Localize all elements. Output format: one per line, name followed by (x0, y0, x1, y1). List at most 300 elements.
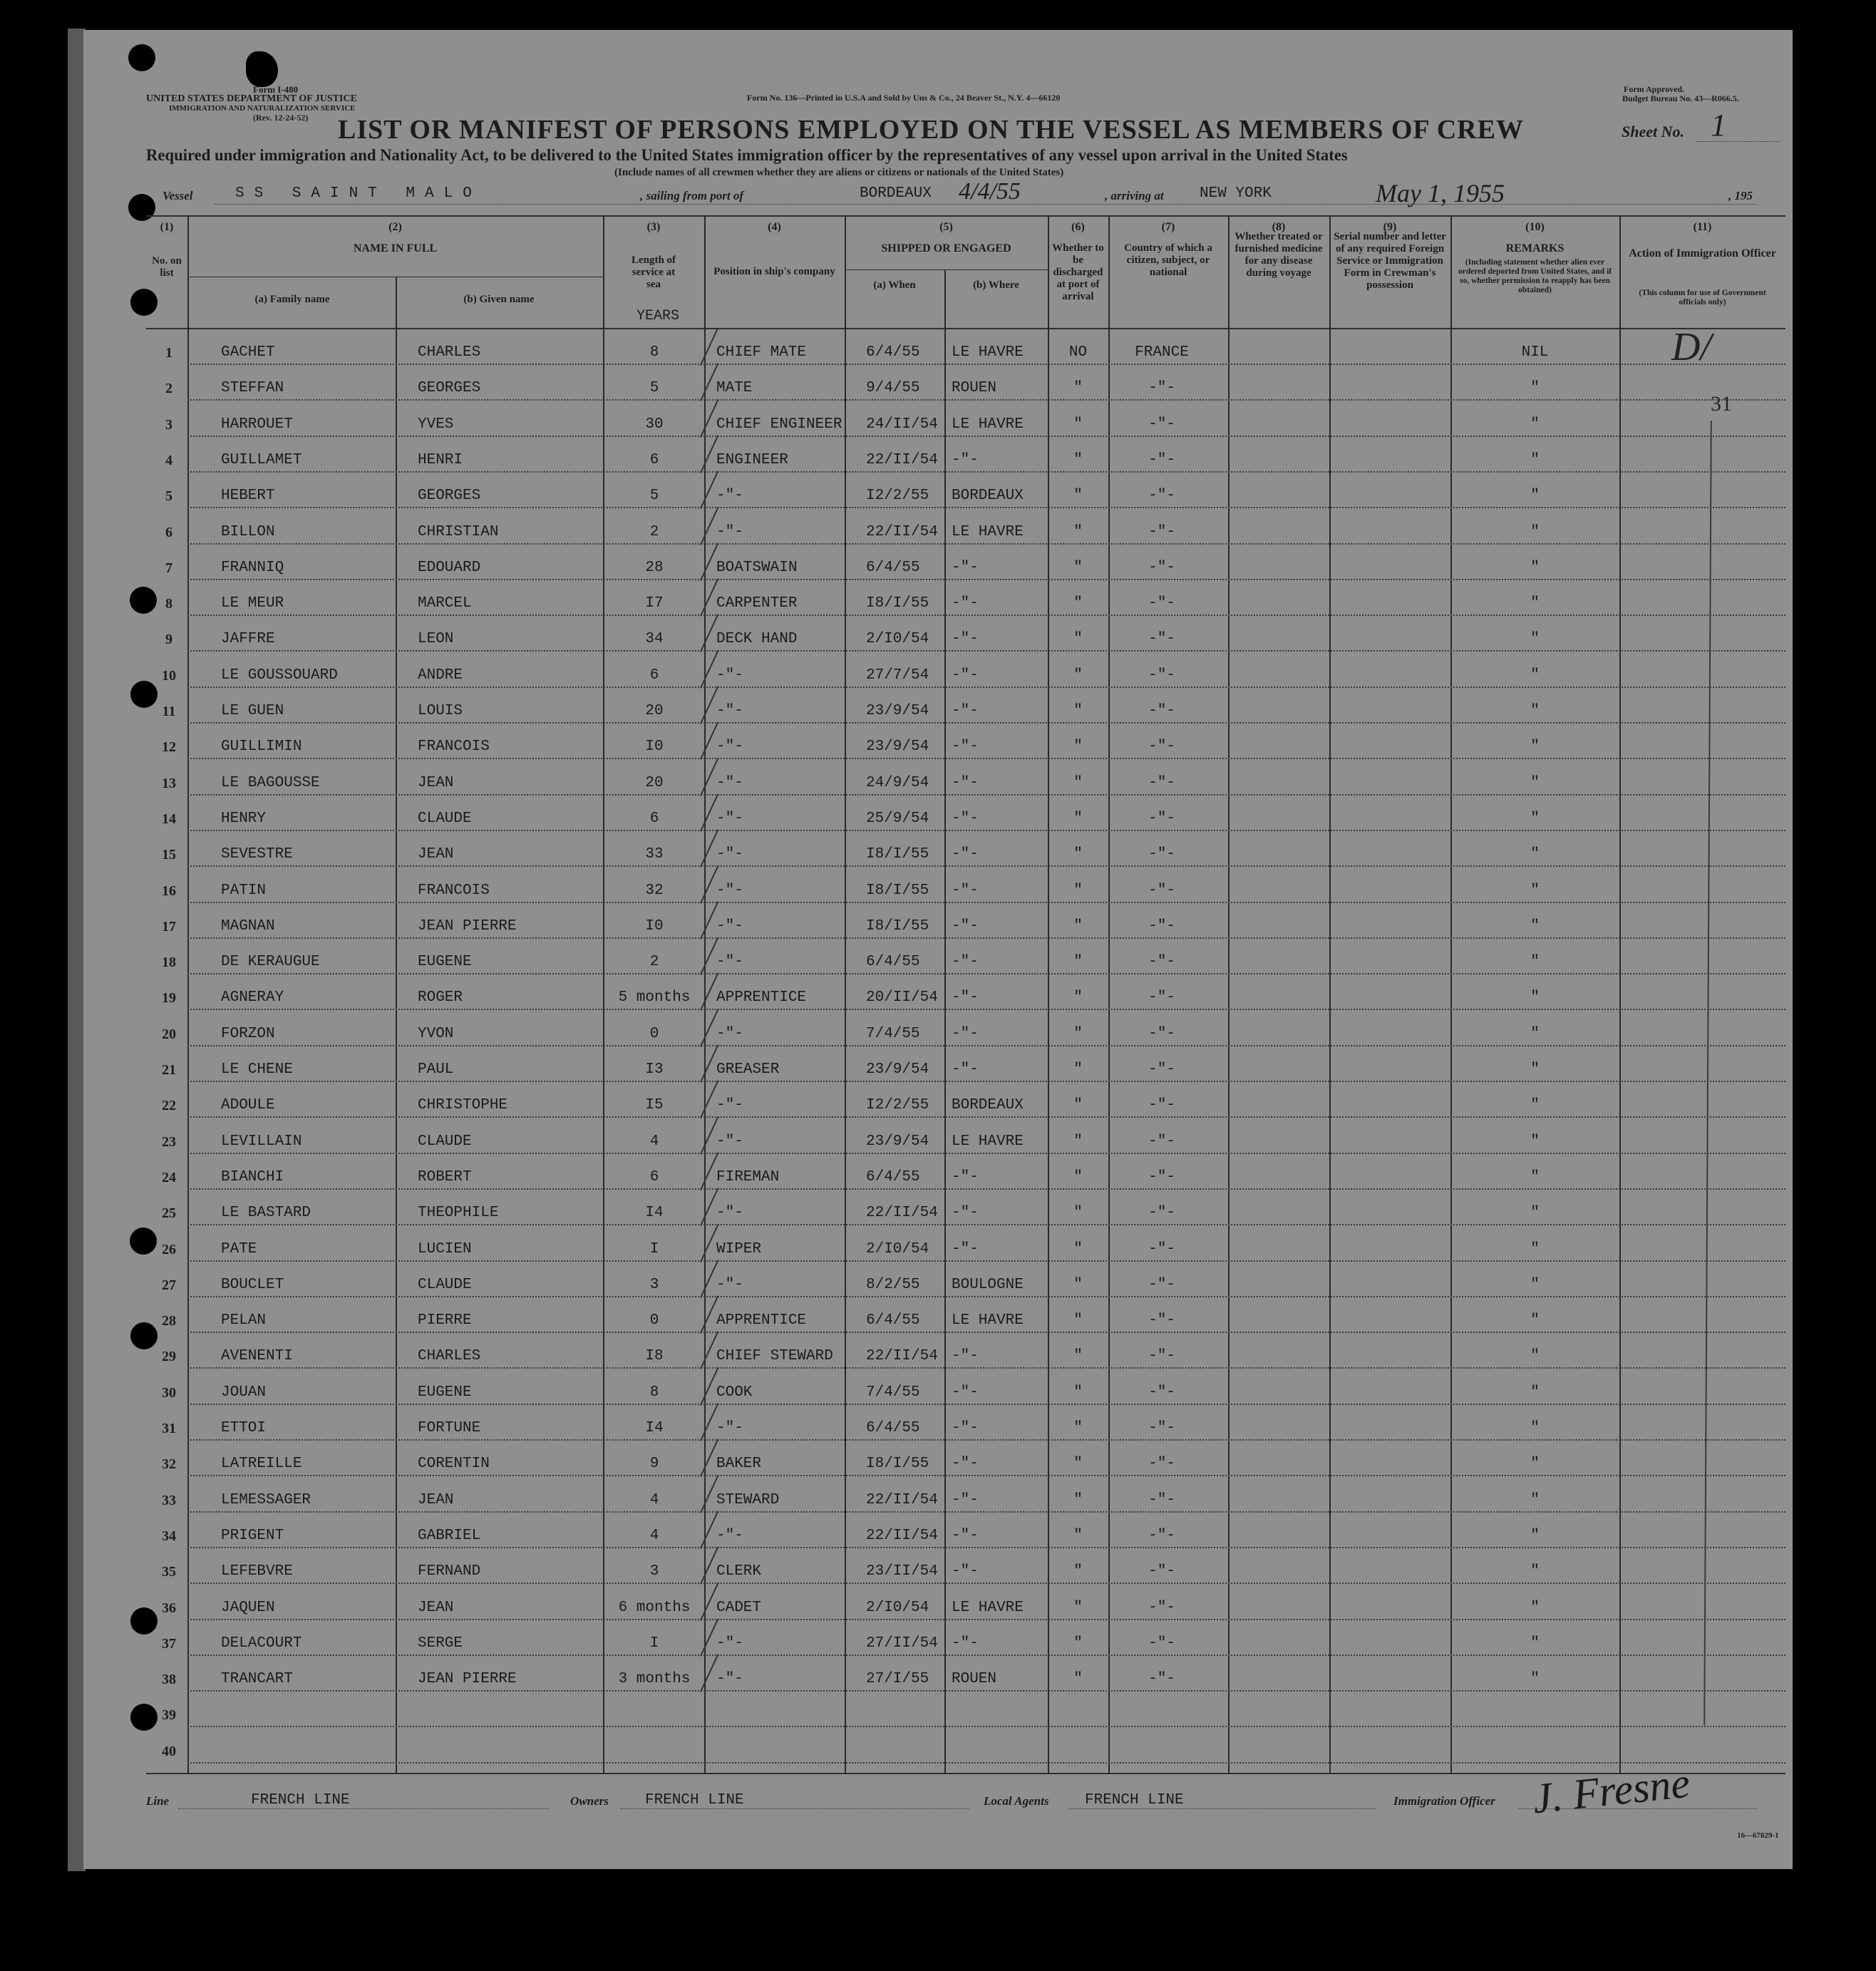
position: -"- (716, 954, 743, 971)
row-number: 21 (162, 1062, 176, 1078)
country: -"- (1148, 882, 1175, 899)
shipped-when: I8/I/55 (866, 882, 929, 899)
row-rule (187, 507, 1785, 508)
remarks: " (1530, 1133, 1540, 1150)
shipped-when: 20/II/54 (866, 989, 938, 1007)
col10-label: REMARKS (1505, 242, 1565, 254)
row-rule (187, 1619, 1785, 1620)
service-years: 4 (649, 1491, 659, 1508)
service-years: 2 (649, 954, 659, 971)
discharged: " (1073, 1061, 1083, 1078)
row-number: 8 (165, 596, 172, 612)
row-rule (187, 1762, 1785, 1764)
shipped-where: -"- (952, 1240, 979, 1257)
col1-number: (1) (160, 221, 174, 233)
shipped-where: -"- (952, 1025, 979, 1042)
family-name: TRANCART (221, 1671, 293, 1688)
discharged: " (1073, 1635, 1083, 1652)
family-name: MAGNAN (221, 917, 275, 935)
country: FRANCE (1135, 344, 1189, 361)
remarks: NIL (1521, 344, 1549, 361)
position: -"- (716, 667, 743, 684)
country: -"- (1148, 703, 1175, 719)
service-years: 3 (649, 1276, 659, 1293)
family-name: LE BAGOUSSE (221, 774, 320, 791)
given-name: PIERRE (418, 1312, 472, 1329)
family-name: HARROUET (221, 416, 293, 433)
position: APPRENTICE (716, 1312, 807, 1329)
family-name: LE GOUSSOUARD (221, 667, 338, 684)
position: STEWARD (716, 1491, 780, 1508)
row-rule (187, 1260, 1785, 1262)
family-name: FORZON (221, 1025, 275, 1042)
discharged: " (1073, 1563, 1083, 1580)
row-rule (187, 1332, 1785, 1333)
row-rule (187, 1654, 1785, 1656)
shipped-where: -"- (952, 1635, 979, 1652)
shipped-where: LE HAVRE (952, 1599, 1024, 1616)
officer-signature: J. Fresne (1530, 1759, 1692, 1823)
service-years: 30 (645, 416, 664, 433)
sheet-label: Sheet No. (1622, 123, 1684, 140)
shipped-when: 23/9/54 (866, 703, 929, 719)
discharged: " (1073, 1456, 1083, 1473)
col7-number: (7) (1161, 221, 1175, 233)
shipped-where: ROUEN (952, 380, 997, 397)
given-name: ANDRE (418, 667, 463, 684)
country: -"- (1148, 846, 1175, 863)
col-divider (603, 215, 604, 1774)
country: -"- (1148, 451, 1175, 468)
row-number: 11 (162, 704, 176, 719)
shipped-when: 24/9/54 (866, 774, 929, 791)
print-code: 16—67829-1 (1737, 1831, 1779, 1840)
row-number: 30 (162, 1384, 176, 1401)
remarks: " (1530, 1168, 1540, 1185)
country: -"- (1148, 1276, 1175, 1293)
service-years: 0 (649, 1025, 659, 1042)
given-name: GEORGES (418, 488, 481, 505)
given-name: YVON (418, 1025, 454, 1042)
shipped-where: -"- (952, 631, 979, 648)
shipped-where: LE HAVRE (952, 1133, 1024, 1150)
given-name: MARCEL (418, 595, 472, 612)
shipped-where: -"- (952, 739, 979, 756)
shipped-where: LE HAVRE (952, 1312, 1024, 1329)
service-years: I4 (645, 1420, 664, 1436)
shipped-when: 22/II/54 (866, 523, 938, 540)
position: -"- (716, 917, 743, 935)
punch-hole (130, 587, 157, 614)
country: -"- (1148, 631, 1175, 648)
subtitle: Required under immigration and Nationality Act, to be delivered to the United States immigration officer by the representatives of any vessel upon arrival in the United States (146, 146, 1348, 164)
row-rule (187, 794, 1785, 796)
row-rule (187, 471, 1785, 473)
shipped-when: 24/II/54 (866, 416, 938, 433)
row-rule (187, 1081, 1785, 1082)
discharged: " (1073, 488, 1083, 505)
remarks: " (1530, 667, 1540, 684)
position: CHIEF MATE (716, 344, 807, 361)
shipped-when: 7/4/55 (866, 1025, 920, 1042)
given-name: ROBERT (418, 1168, 472, 1185)
family-name: ADOULE (221, 1097, 275, 1114)
remarks: " (1530, 1312, 1540, 1329)
country: -"- (1148, 1348, 1175, 1365)
vessel-label: Vessel (163, 189, 193, 202)
col5-number: (5) (939, 221, 953, 233)
country: -"- (1148, 667, 1175, 684)
shipped-where: -"- (952, 1456, 979, 1473)
shipped-where: -"- (952, 882, 979, 899)
discharged: " (1073, 1527, 1083, 1544)
col8-label: Whether treated or furnished medicine for any disease during voyage (1235, 231, 1323, 279)
col11-note: (This column for use of Government officials only) (1639, 289, 1766, 307)
service-years: 28 (645, 559, 664, 576)
discharged: " (1073, 1671, 1083, 1688)
footer-owners-rule (620, 1808, 969, 1809)
country: -"- (1148, 774, 1175, 791)
discharged: " (1073, 523, 1083, 540)
col6-label: Whether to be discharged at port of arrival (1052, 242, 1104, 302)
footer-line-rule (178, 1808, 549, 1809)
row-number: 39 (162, 1707, 176, 1724)
discharged: " (1073, 1491, 1083, 1508)
row-rule (187, 830, 1785, 831)
shipped-where: LE HAVRE (952, 344, 1024, 361)
remarks: " (1530, 810, 1540, 827)
row-number: 26 (162, 1241, 176, 1257)
punch-hole (130, 1322, 158, 1349)
given-name: CHRISTOPHE (418, 1097, 508, 1114)
given-name: CHARLES (418, 1348, 481, 1365)
discharged: " (1073, 1276, 1083, 1293)
family-name: LE CHENE (221, 1061, 293, 1078)
given-name: CLAUDE (418, 810, 472, 827)
approval: Form Approved. (1624, 84, 1685, 94)
shipped-when: 6/4/55 (866, 1420, 920, 1436)
given-name: LEON (418, 631, 454, 648)
row-rule (187, 758, 1785, 759)
sheet-number: 1 (1711, 108, 1726, 143)
row-rule (187, 1296, 1785, 1297)
col-divider (396, 277, 397, 1774)
remarks: " (1530, 416, 1540, 433)
row-rule (187, 579, 1785, 580)
given-name: JEAN (418, 1491, 454, 1508)
row-number: 5 (165, 488, 172, 505)
row-rule (187, 1726, 1785, 1727)
discharged: " (1073, 1348, 1083, 1365)
shipped-where: -"- (952, 1061, 979, 1078)
position: -"- (716, 882, 743, 899)
row-rule (187, 1224, 1785, 1225)
departure-port: BORDEAUX (860, 185, 932, 202)
col7-label: Country of which a citizen, subject, or national (1124, 242, 1212, 278)
discharged: " (1073, 1420, 1083, 1436)
shipped-where: -"- (952, 1384, 979, 1401)
discharged: " (1073, 1240, 1083, 1257)
given-name: SERGE (418, 1635, 463, 1652)
row-rule (187, 1404, 1785, 1405)
row-number: 20 (162, 1026, 176, 1042)
service: IMMIGRATION AND NATURALIZATION SERVICE (169, 104, 356, 113)
punch-hole (130, 1228, 157, 1255)
col4-number: (4) (768, 221, 781, 233)
row-rule (187, 937, 1785, 939)
col2b-label: (b) Given name (463, 294, 535, 305)
shipped-when: 6/4/55 (866, 559, 920, 576)
discharged: " (1073, 595, 1083, 612)
include-note: (Include names of all crewmen whether they are aliens or citizens or nationals of the United States) (614, 167, 1064, 178)
given-name: FORTUNE (418, 1420, 481, 1436)
shipped-when: 23/9/54 (866, 1061, 929, 1078)
position: -"- (716, 1527, 743, 1544)
shipped-where: LE HAVRE (952, 523, 1024, 540)
service-years: 0 (649, 1312, 659, 1329)
given-name: GABRIEL (418, 1527, 481, 1544)
position: CHIEF STEWARD (716, 1348, 833, 1365)
table-top-rule (146, 215, 1785, 217)
position: -"- (716, 1133, 743, 1150)
given-name: JEAN (418, 846, 454, 863)
position: -"- (716, 488, 743, 505)
position: COOK (716, 1384, 753, 1401)
col2-number: (2) (388, 221, 402, 233)
position: DECK HAND (716, 631, 798, 648)
shipped-where: -"- (952, 917, 979, 935)
shipped-when: I8/I/55 (866, 1456, 929, 1473)
given-name: CORENTIN (418, 1456, 490, 1473)
punch-hole (246, 51, 278, 87)
punch-hole (130, 681, 158, 708)
department: UNITED STATES DEPARTMENT OF JUSTICE (146, 93, 357, 104)
row-rule (187, 399, 1785, 401)
discharged: " (1073, 703, 1083, 719)
printer-note: Form No. 136—Printed in U.S.A and Sold by Uns & Co., 24 Beaver St., N.Y. 4—66120 (747, 93, 1061, 103)
discharged: " (1073, 810, 1083, 827)
footer-line-label: Line (146, 1794, 170, 1808)
position: APPRENTICE (716, 989, 807, 1007)
row-number: 4 (165, 452, 172, 468)
service-years: 4 (649, 1133, 659, 1150)
country: -"- (1148, 1168, 1175, 1185)
shipped-when: 22/II/54 (866, 451, 938, 468)
footer-officer-rule (1518, 1808, 1757, 1809)
service-years: I0 (645, 739, 664, 756)
row-number: 38 (162, 1672, 176, 1688)
country: -"- (1148, 1384, 1175, 1401)
punch-hole (128, 44, 155, 71)
remarks: " (1530, 1420, 1540, 1436)
discharged: " (1073, 667, 1083, 684)
row-rule (187, 1188, 1785, 1190)
shipped-where: -"- (952, 1563, 979, 1580)
col5-label: SHIPPED OR ENGAGED (881, 242, 1011, 254)
remarks: " (1530, 451, 1540, 468)
given-name: FERNAND (418, 1563, 481, 1580)
footer-officer-label: Immigration Officer (1393, 1794, 1495, 1808)
row-number: 36 (162, 1600, 176, 1616)
row-number: 14 (162, 810, 176, 827)
family-name: PELAN (221, 1312, 267, 1329)
row-rule (187, 1045, 1785, 1046)
shipped-when: 22/II/54 (866, 1491, 938, 1508)
row-number: 19 (162, 990, 176, 1007)
arrival-port: NEW YORK (1200, 185, 1272, 202)
country: -"- (1148, 810, 1175, 827)
discharged: " (1073, 559, 1083, 576)
row-rule (187, 722, 1785, 724)
given-name: EDOUARD (418, 559, 481, 576)
given-name: JEAN PIERRE (418, 917, 517, 935)
position: -"- (716, 1025, 743, 1042)
remarks: " (1530, 1563, 1540, 1580)
remarks: " (1530, 1205, 1540, 1222)
country: -"- (1148, 1133, 1175, 1150)
shipped-when: 6/4/55 (866, 954, 920, 971)
col-divider (845, 215, 846, 1774)
col-divider (1228, 215, 1230, 1774)
service-years: I0 (645, 917, 664, 935)
shipped-where: -"- (952, 1527, 979, 1544)
family-name: HEBERT (221, 488, 275, 505)
country: -"- (1148, 1312, 1175, 1329)
family-name: GUILLAMET (221, 451, 302, 468)
footer-owners-label: Owners (570, 1794, 609, 1808)
discharged: NO (1068, 344, 1088, 361)
given-name: PAUL (418, 1061, 454, 1078)
position: WIPER (716, 1240, 762, 1257)
row-number: 27 (162, 1277, 176, 1293)
position: MATE (716, 380, 753, 397)
row-rule (187, 1583, 1785, 1584)
col8-number: (8) (1272, 221, 1286, 233)
country: -"- (1148, 1061, 1175, 1078)
family-name: DE KERAUGUE (221, 954, 320, 971)
family-name: LATREILLE (221, 1456, 302, 1473)
row-rule (187, 543, 1785, 545)
officer-mark-row1: D/ (1671, 325, 1711, 369)
remarks: " (1530, 954, 1540, 971)
family-name: LEFEBVRE (221, 1563, 293, 1580)
shipped-where: BORDEAUX (952, 488, 1024, 505)
country: -"- (1148, 739, 1175, 756)
arrival-date: May 1, 1955 (1376, 179, 1505, 207)
row-rule (187, 364, 1785, 365)
shipped-where: -"- (952, 989, 979, 1007)
footer-owners-value: FRENCH LINE (645, 1792, 744, 1808)
col3-label: Length of service at sea (631, 254, 676, 290)
remarks: " (1530, 1097, 1540, 1114)
discharged: " (1073, 380, 1083, 397)
remarks: " (1530, 1671, 1540, 1688)
shipped-when: 23/9/54 (866, 739, 929, 756)
shipped-when: 22/II/54 (866, 1527, 938, 1544)
row-number: 16 (162, 882, 176, 899)
given-name: CHARLES (418, 344, 481, 361)
family-name: PATIN (221, 882, 267, 899)
discharged: " (1073, 451, 1083, 468)
country: -"- (1148, 1420, 1175, 1436)
col-divider (1619, 215, 1621, 1774)
row-number: 37 (162, 1635, 176, 1652)
country: -"- (1148, 917, 1175, 935)
shipped-when: 6/4/55 (866, 1168, 920, 1185)
position: CLERK (716, 1563, 762, 1580)
family-name: BIANCHI (221, 1168, 284, 1185)
family-name: PRIGENT (221, 1527, 284, 1544)
col5a-label: (a) When (873, 279, 916, 291)
remarks: " (1530, 380, 1540, 397)
discharged: " (1073, 882, 1083, 899)
row-number: 18 (162, 954, 176, 971)
remarks: " (1530, 1025, 1540, 1042)
given-name: JEAN (418, 774, 454, 791)
discharged: " (1073, 917, 1083, 935)
service-years: 6 (649, 1168, 659, 1185)
col9-number: (9) (1383, 221, 1397, 233)
given-name: LUCIEN (418, 1240, 472, 1257)
remarks: " (1530, 739, 1540, 756)
remarks: " (1530, 1456, 1540, 1473)
country: -"- (1148, 1599, 1175, 1616)
service-years: 3 (649, 1563, 659, 1580)
family-name: PATE (221, 1240, 257, 1257)
service-years: 5 months (618, 989, 691, 1007)
position: GREASER (716, 1061, 780, 1078)
remarks: " (1530, 1384, 1540, 1401)
country: -"- (1148, 1205, 1175, 1222)
shipped-where: -"- (952, 451, 979, 468)
page-title: LIST OR MANIFEST OF PERSONS EMPLOYED ON THE VESSEL AS MEMBERS OF CREW (338, 115, 1524, 145)
shipped-when: 23/9/54 (866, 1133, 929, 1150)
shipped-when: 2/I0/54 (866, 1599, 929, 1616)
remarks: " (1530, 1491, 1540, 1508)
given-name: LOUIS (418, 703, 463, 719)
row-rule (187, 973, 1785, 974)
service-years: 9 (649, 1456, 659, 1473)
remarks: " (1530, 1635, 1540, 1652)
country: -"- (1148, 523, 1175, 540)
punch-hole (128, 194, 155, 221)
row-rule (187, 1475, 1785, 1476)
shipped-where: -"- (952, 559, 979, 576)
shipped-when: I8/I/55 (866, 917, 929, 935)
shipped-split-rule (845, 269, 1048, 270)
family-name: LEVILLAIN (221, 1133, 302, 1150)
col6-number: (6) (1071, 221, 1085, 233)
shipped-where: -"- (952, 774, 979, 791)
remarks: " (1530, 1527, 1540, 1544)
given-name: GEORGES (418, 380, 481, 397)
remarks: " (1530, 917, 1540, 935)
discharged: " (1073, 1097, 1083, 1114)
service-years: 8 (649, 344, 659, 361)
position: FIREMAN (716, 1168, 780, 1185)
service-years: 6 (649, 451, 659, 468)
discharged: " (1073, 1025, 1083, 1042)
shipped-where: -"- (952, 667, 979, 684)
row-number: 33 (162, 1492, 176, 1508)
family-name: STEFFAN (221, 380, 284, 397)
shipped-when: I8/I/55 (866, 595, 929, 612)
discharged: " (1073, 1205, 1083, 1222)
col4-label: Position in ship's company (713, 266, 835, 277)
service-years: 34 (645, 631, 664, 648)
remarks: " (1530, 1348, 1540, 1365)
family-name: BOUCLET (221, 1276, 284, 1293)
